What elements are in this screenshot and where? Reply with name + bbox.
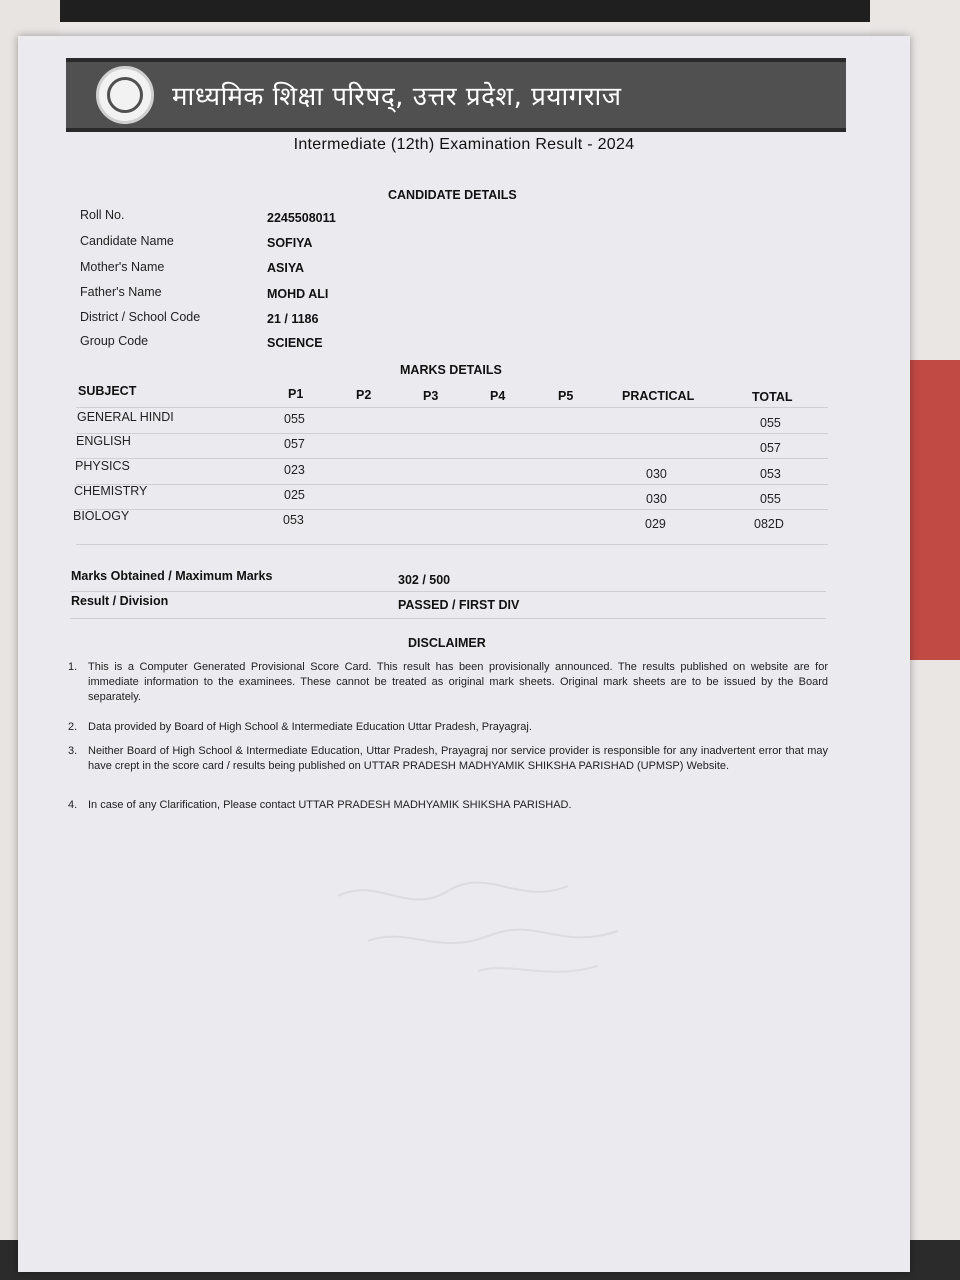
subject-cell: ENGLISH (76, 434, 131, 448)
field-value: SCIENCE (267, 336, 323, 350)
disclaimer-text: In case of any Clarification, Please contact UTTAR PRADESH MADHYAMIK SHIKSHA PARISHAD. (88, 799, 572, 811)
board-title: माध्यमिक शिक्षा परिषद्, उत्तर प्रदेश, प्रयागराज (172, 82, 622, 112)
total-cell: 055 (760, 416, 781, 430)
table-rule (76, 484, 828, 485)
column-header: P3 (423, 389, 439, 403)
column-header: P2 (356, 388, 372, 402)
field-value: 2245508011 (267, 211, 336, 225)
marks-obtained-value: 302 / 500 (398, 573, 451, 587)
result-label: Result / Division (71, 594, 169, 608)
table-rule (76, 407, 828, 408)
table-rule (76, 544, 828, 545)
disclaimer-number: 2. (68, 721, 78, 733)
field-value: SOFIYA (267, 236, 313, 250)
table-rule (76, 509, 828, 510)
field-label: Roll No. (80, 208, 125, 222)
column-header: SUBJECT (78, 384, 137, 398)
column-header: TOTAL (752, 390, 793, 404)
p1-cell: 057 (284, 437, 305, 451)
total-cell: 055 (760, 492, 781, 506)
marks-section-title: MARKS DETAILS (400, 363, 502, 377)
candidate-section-title: CANDIDATE DETAILS (388, 188, 517, 202)
disclaimer-item (68, 660, 828, 705)
field-label: District / School Code (80, 310, 201, 324)
background-band (0, 0, 960, 22)
practical-cell: 030 (646, 467, 667, 481)
practical-cell: 030 (646, 492, 667, 506)
field-value: ASIYA (267, 261, 305, 275)
subject-cell: GENERAL HINDI (77, 410, 174, 424)
p1-cell: 053 (283, 513, 304, 527)
field-value: MOHD ALI (267, 287, 329, 301)
disclaimer-number: 3. (68, 745, 78, 757)
marks-obtained-label: Marks Obtained / Maximum Marks (71, 569, 273, 583)
p1-cell: 023 (284, 463, 305, 477)
result-value: PASSED / FIRST DIV (398, 598, 520, 612)
subject-cell: PHYSICS (75, 459, 130, 473)
board-emblem-icon (96, 66, 154, 124)
field-label: Mother's Name (80, 260, 165, 274)
subject-cell: BIOLOGY (73, 509, 130, 523)
field-value: 21 / 1186 (267, 312, 319, 326)
disclaimer-title: DISCLAIMER (408, 636, 486, 650)
faint-show-through-marks (318, 866, 658, 996)
exam-title: Intermediate (12th) Examination Result - 2024 (293, 136, 635, 153)
table-rule (76, 433, 828, 434)
field-label: Group Code (80, 334, 149, 348)
disclaimer-number: 4. (68, 799, 78, 811)
p1-cell: 055 (284, 412, 305, 426)
subject-cell: CHEMISTRY (74, 484, 148, 498)
disclaimer-item (68, 744, 828, 774)
disclaimer-item (68, 798, 828, 813)
field-label: Candidate Name (80, 234, 174, 248)
summary-rule (70, 591, 826, 592)
summary-rule (70, 618, 826, 619)
practical-cell: 029 (645, 517, 666, 531)
disclaimer-text: This is a Computer Generated Provisional Score Card. This result has been provisionally announced. The results published on website are for immediate information to the examinees. These cannot be treated as original mark sheets. Original mark sheets are to be issued by the Board separately. (88, 661, 828, 703)
total-cell: 057 (760, 441, 781, 455)
disclaimer-number: 1. (68, 661, 78, 673)
p1-cell: 025 (284, 488, 305, 502)
total-cell: 082D (754, 517, 784, 531)
disclaimer-item (68, 720, 828, 735)
total-cell: 053 (760, 467, 781, 481)
table-rule (76, 458, 828, 459)
board-header (66, 58, 846, 132)
field-label: Father's Name (80, 285, 162, 299)
column-header: PRACTICAL (622, 389, 695, 403)
disclaimer-text: Neither Board of High School & Intermediate Education, Uttar Pradesh, Prayagraj nor service provider is responsible for any inadvertent error that may have crept in the score card / results being published on UTTAR PRADESH MADHYAMIK SHIKSHA PARISHAD (UPMSP) Website. (88, 745, 828, 772)
disclaimer-text: Data provided by Board of High School & Intermediate Education Uttar Pradesh, Prayagraj. (88, 721, 532, 733)
column-header: P4 (490, 389, 506, 403)
result-sheet (18, 36, 910, 1272)
column-header: P5 (558, 389, 574, 403)
column-header: P1 (288, 387, 304, 401)
